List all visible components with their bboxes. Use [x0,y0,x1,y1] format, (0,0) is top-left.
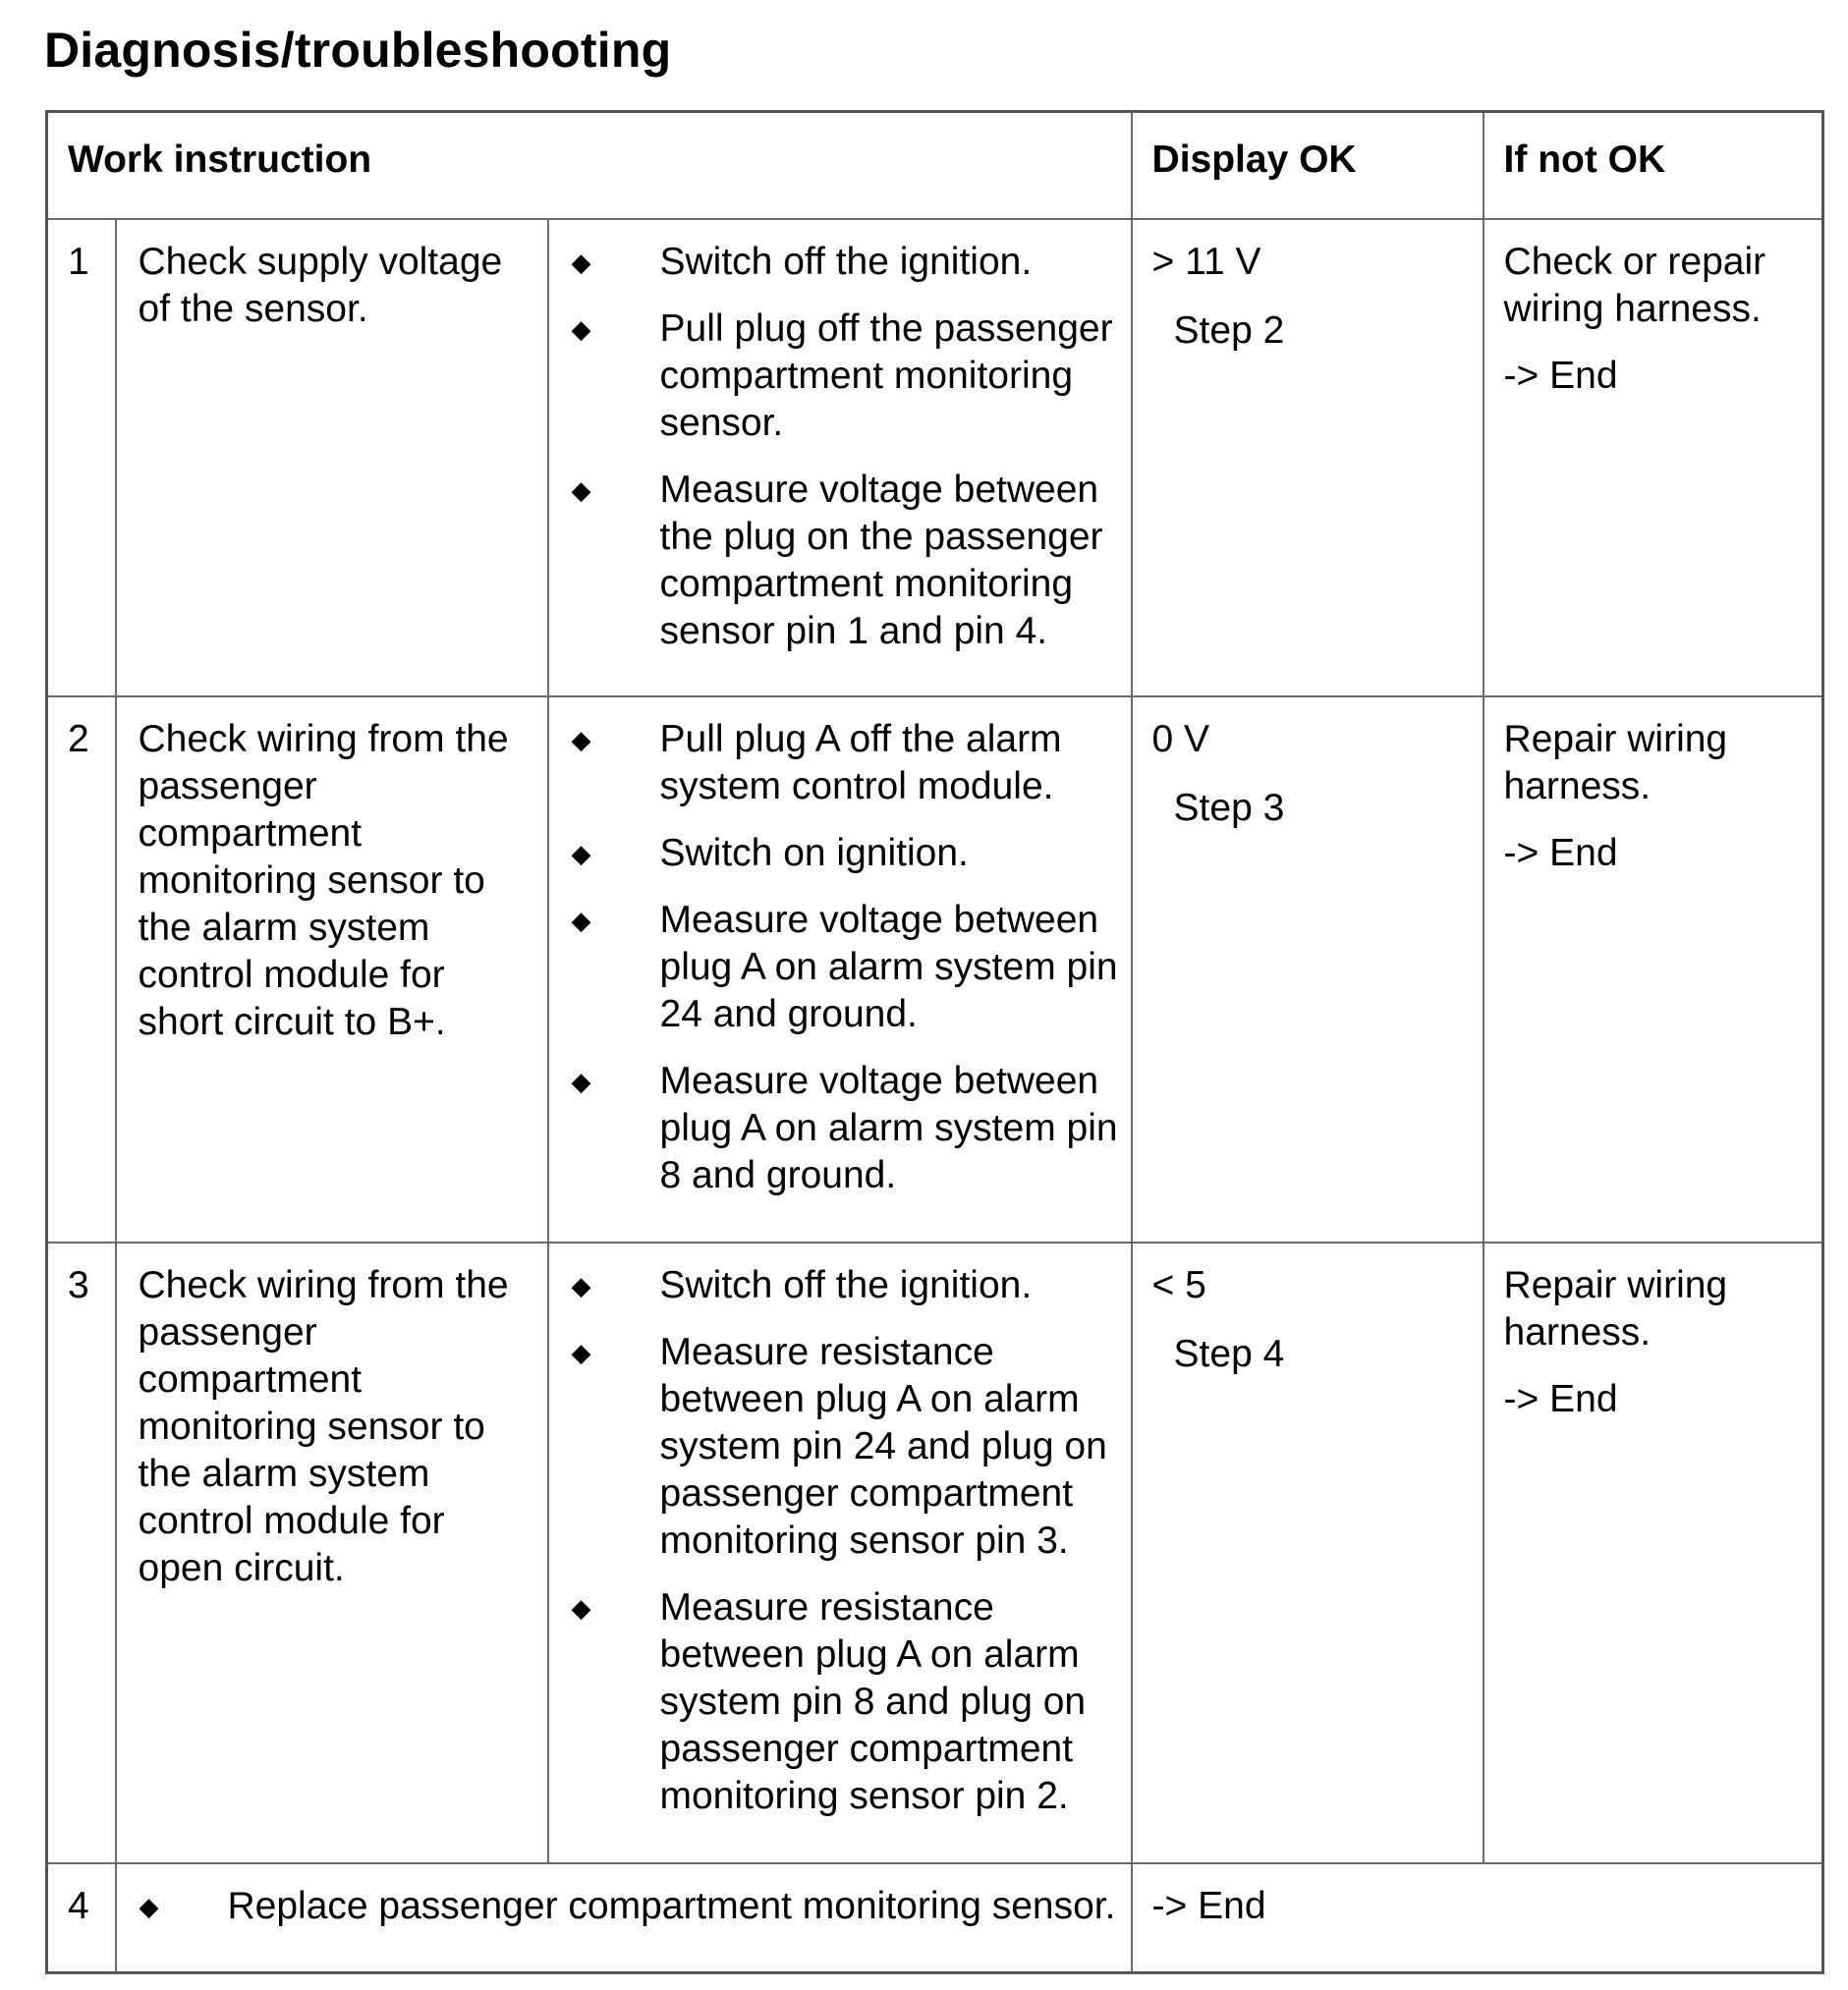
table-row [47,1243,1823,1863]
header-if-not-ok: If not OK [1484,112,1823,219]
bullet-icon: ◆ [571,724,591,754]
if-not-ok-cell [1484,1243,1823,1863]
bullet-icon: ◆ [571,313,591,344]
table-row [47,1863,1823,1973]
list-item: ◆ Pull plug off the passenger compartment monitoring sensor. [571,306,1113,444]
diagnosis-table [45,110,1824,1974]
final-result-cell: -> End [1132,1863,1823,1973]
bullet-icon: ◆ [571,1270,591,1300]
list-item: ◆ Switch on ignition. [549,830,1119,877]
header-display-ok: Display OK [1132,112,1484,219]
not-ok-end: -> End [1503,1377,1618,1420]
step-number: 4 [47,1863,116,1973]
not-ok-action: Repair wiring harness. [1503,1263,1728,1354]
bullet-icon: ◆ [571,247,591,277]
step-number: 3 [47,1243,116,1863]
bullet-icon: ◆ [571,1337,591,1367]
step-instruction: Check wiring from the passenger compartment monitoring sensor to the alarm system control module for open circuit. [116,1243,548,1863]
step-number: 1 [47,219,116,696]
list-item: ◆ Measure resistance between plug A on alarm system pin 24 and plug on passenger compartment monitoring sensor pin 3. [571,1330,1107,1562]
bullet-icon: ◆ [571,1066,591,1096]
step-actions [548,219,1132,696]
bullet-icon: ◆ [571,1592,591,1623]
bullet-icon: ◆ [571,838,591,868]
display-value: < 5 [1151,1263,1206,1306]
next-step: Step 2 [1173,308,1285,352]
step-actions [548,1243,1132,1863]
step-number: 2 [47,696,116,1243]
page-title: Diagnosis/troubleshooting [44,23,672,78]
if-not-ok-cell [1484,696,1823,1243]
table-header-row [47,112,1823,219]
list-item: ◆ Switch off the ignition. [549,239,1119,286]
not-ok-action: Repair wiring harness. [1503,717,1728,807]
table-row [47,696,1823,1243]
header-work-instruction: Work instruction [47,112,1132,219]
next-step: Step 3 [1173,786,1285,829]
list-item: ◆ Pull plug A off the alarm system control module. [571,717,1062,807]
not-ok-end: -> End [1503,831,1618,874]
step-instruction: Check wiring from the passenger compartment monitoring sensor to the alarm system control module for short circuit to B+. [116,696,548,1243]
if-not-ok-cell [1484,219,1823,696]
bullet-icon: ◆ [139,1891,159,1921]
not-ok-end: -> End [1503,354,1618,397]
not-ok-action: Check or repair wiring harness. [1503,240,1766,330]
display-ok-cell [1132,696,1484,1243]
display-ok-cell [1132,219,1484,696]
display-value: 0 V [1151,717,1210,760]
list-item: ◆ Measure voltage between plug A on alarm system pin 8 and ground. [571,1059,1118,1196]
display-ok-cell [1132,1243,1484,1863]
next-step: Step 4 [1173,1332,1285,1375]
bullet-icon: ◆ [571,474,591,505]
list-item: ◆ Measure resistance between plug A on alarm system pin 8 and plug on passenger compartment monitoring sensor pin 2. [571,1585,1087,1817]
list-item: ◆ Measure voltage between the plug on the passenger compartment monitoring sensor pin 1 and pin 4. [571,468,1103,652]
step-instruction: Check supply voltage of the sensor. [116,219,548,696]
bullet-icon: ◆ [571,905,591,935]
final-step-instruction [116,1863,1132,1973]
list-item: ◆ Switch off the ignition. [549,1262,1119,1309]
table-row [47,219,1823,696]
replace-sensor-text: Replace passenger compartment monitoring sensor. [227,1884,1116,1927]
display-value: > 11 V [1151,240,1261,283]
step-actions [548,696,1132,1243]
list-item: ◆ Measure voltage between plug A on alarm system pin 24 and ground. [571,898,1118,1035]
